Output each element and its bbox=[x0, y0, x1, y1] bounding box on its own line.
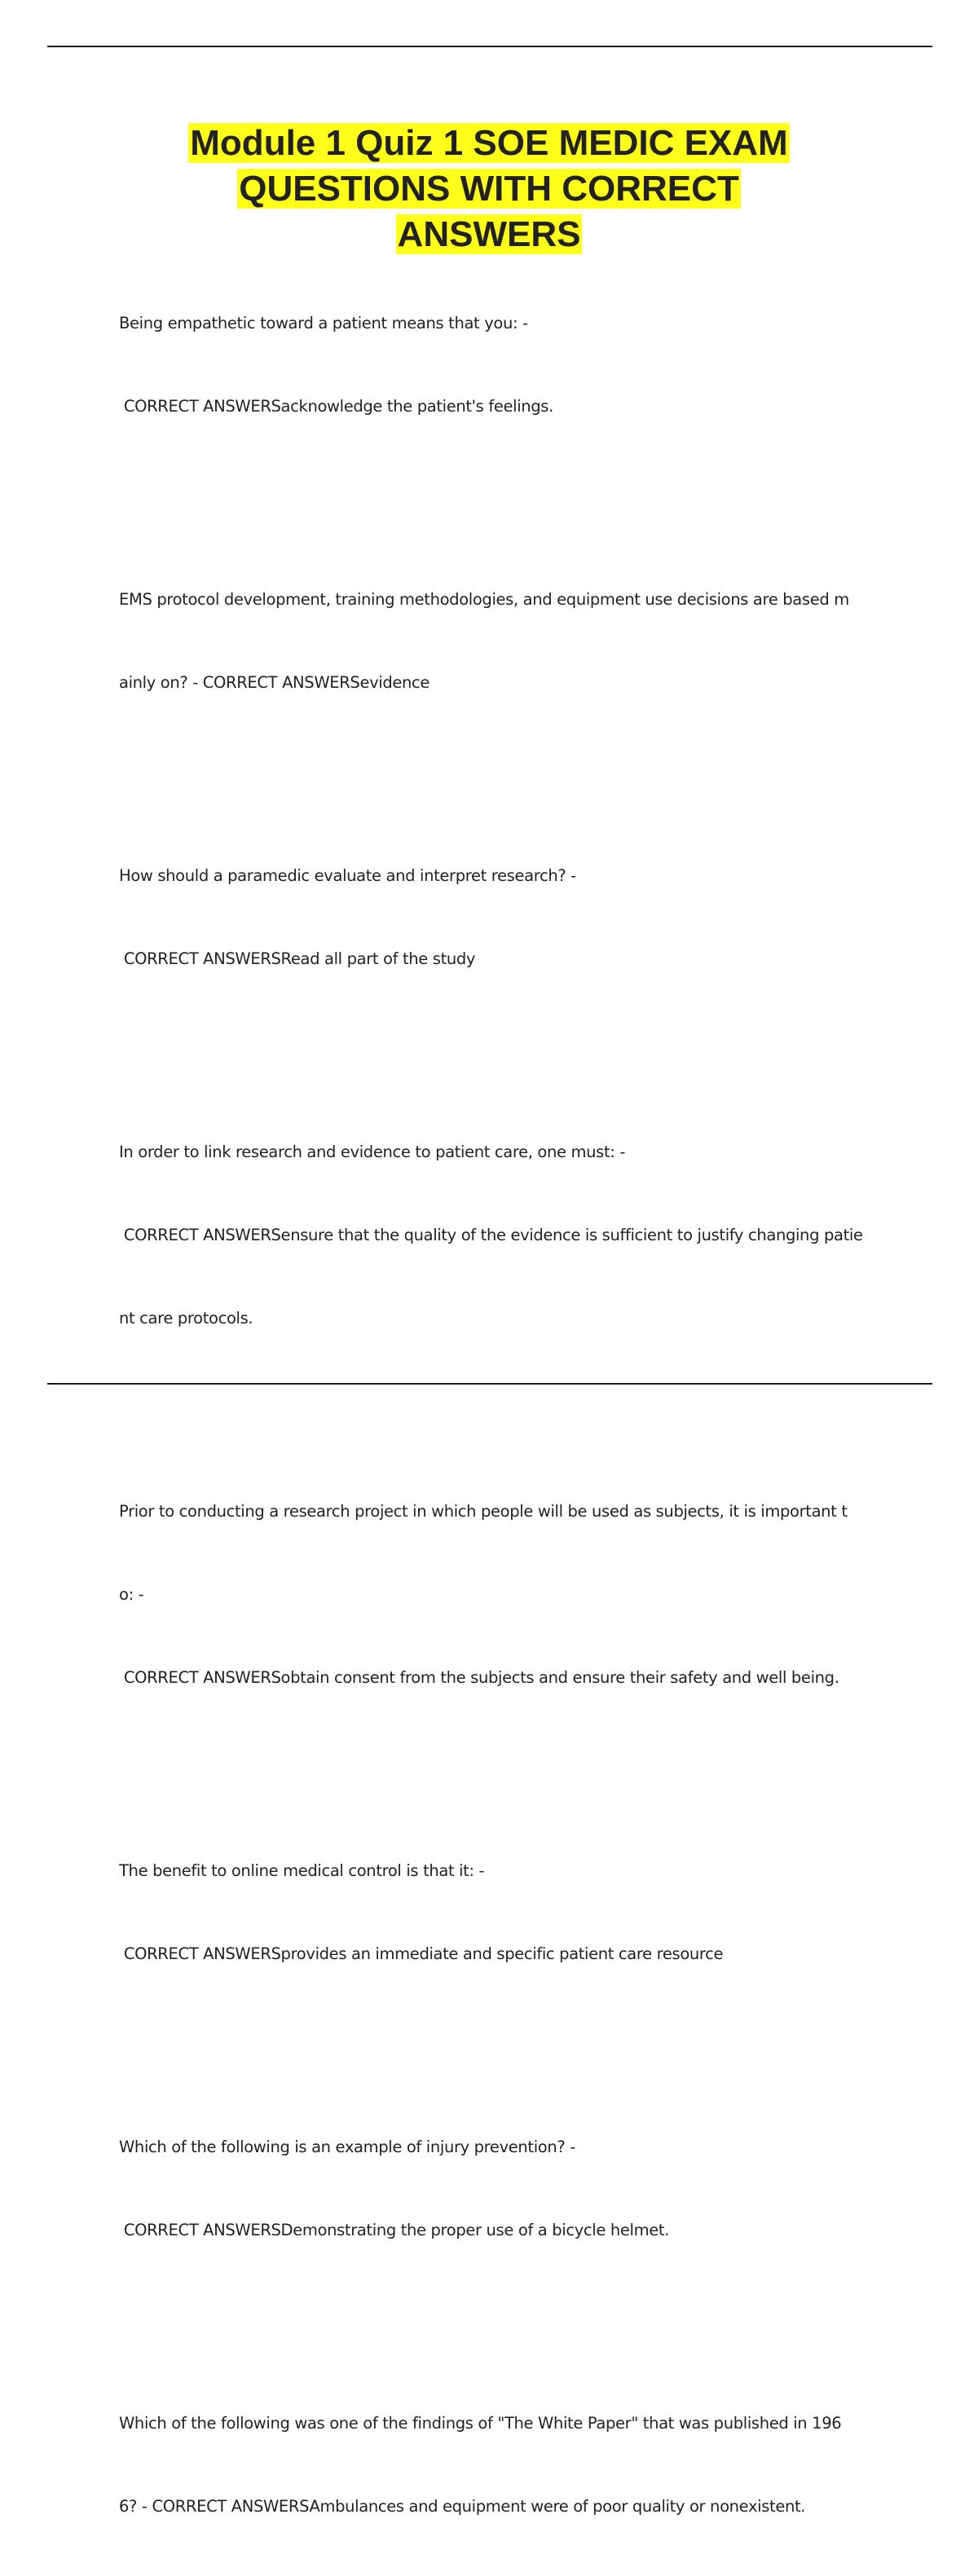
top-rule bbox=[47, 46, 932, 47]
qa-item bbox=[119, 2354, 893, 2576]
bottom-rule bbox=[47, 1383, 932, 1385]
qa-item bbox=[119, 807, 893, 1028]
qa-line: Prior to conducting a research project in which people will be used as subjects, it is important t bbox=[119, 1502, 848, 1521]
qa-item bbox=[119, 1442, 893, 1747]
document-title bbox=[0, 121, 978, 258]
title-line: Module 1 Quiz 1 SOE MEDIC EXAM bbox=[190, 123, 788, 163]
qa-line: CORRECT ANSWERSprovides an immediate and specific patient care resource bbox=[119, 1944, 724, 1963]
qa-item bbox=[119, 2078, 893, 2300]
qa-line: The benefit to online medical control is that it: - bbox=[119, 1861, 485, 1880]
qa-line: CORRECT ANSWERSobtain consent from the subjects and ensure their safety and well being. bbox=[119, 1668, 839, 1687]
qa-item bbox=[119, 1802, 893, 2023]
question-answer-list bbox=[119, 254, 893, 2576]
title-line: ANSWERS bbox=[397, 214, 581, 254]
qa-line: 6? - CORRECT ANSWERSAmbulances and equipment were of poor quality or nonexistent. bbox=[119, 2497, 806, 2516]
qa-line: In order to link research and evidence to patient care, one must: - bbox=[119, 1143, 626, 1161]
qa-item bbox=[119, 254, 893, 476]
qa-line: Being empathetic toward a patient means that you: - bbox=[119, 314, 528, 332]
qa-line: How should a paramedic evaluate and interpret research? - bbox=[119, 866, 576, 885]
qa-line: CORRECT ANSWERSRead all part of the study bbox=[119, 949, 476, 968]
qa-line: ainly on? - CORRECT ANSWERSevidence bbox=[119, 673, 430, 692]
qa-line: EMS protocol development, training methodologies, and equipment use decisions are based m bbox=[119, 590, 849, 609]
qa-line: Which of the following is an example of injury prevention? - bbox=[119, 2138, 575, 2156]
qa-item bbox=[119, 1083, 893, 1388]
qa-line: CORRECT ANSWERSDemonstrating the proper use of a bicycle helmet. bbox=[119, 2221, 670, 2239]
title-line: QUESTIONS WITH CORRECT bbox=[239, 169, 739, 209]
qa-line: CORRECT ANSWERSacknowledge the patient's feelings. bbox=[119, 397, 553, 416]
qa-line: CORRECT ANSWERSensure that the quality of the evidence is sufficient to justify changing patie bbox=[119, 1226, 863, 1244]
qa-line: nt care protocols. bbox=[119, 1309, 253, 1328]
qa-item bbox=[119, 531, 893, 752]
qa-line: o: - bbox=[119, 1585, 144, 1604]
qa-line: Which of the following was one of the findings of "The White Paper" that was published in 196 bbox=[119, 2414, 842, 2433]
